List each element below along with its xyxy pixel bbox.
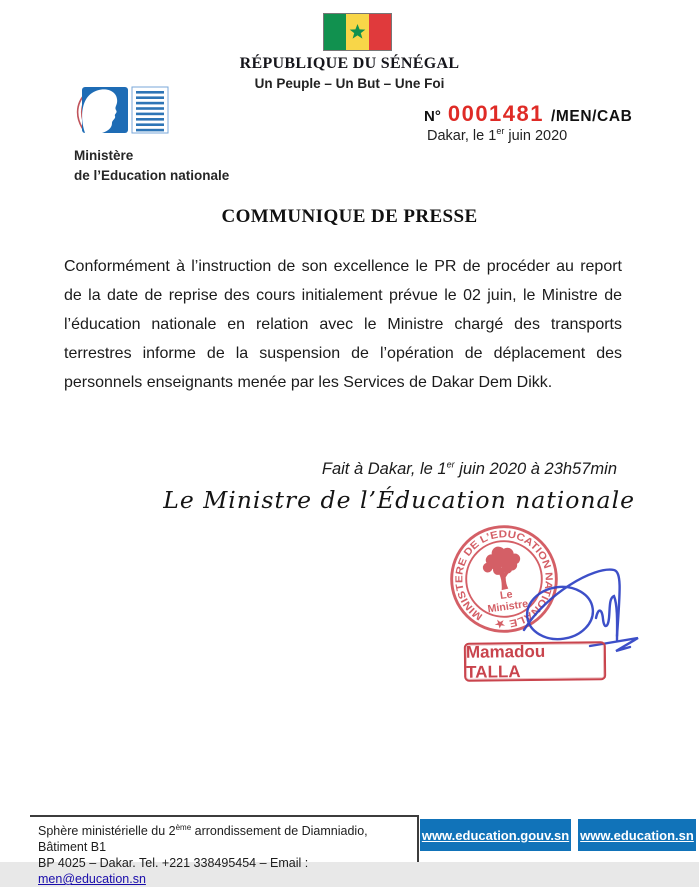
address-text-rest: arrondissement de Diamniadio, Bâtiment B1 <box>38 824 368 855</box>
date-text: Dakar, le 1 <box>427 128 497 144</box>
footer-address <box>30 815 419 887</box>
email-link[interactable]: men@education.sn <box>38 872 146 887</box>
national-motto: Un Peuple – Un But – Une Foi <box>254 76 445 91</box>
minister-name-stamp: Mamadou TALLA <box>464 641 606 681</box>
reference-prefix: N° <box>424 108 441 125</box>
contact-text: BP 4025 – Dakar. Tel. +221 338495454 – Email : <box>38 856 309 871</box>
republic-title: RÉPUBLIQUE DU SÉNÉGAL <box>239 55 460 72</box>
document-date <box>427 128 567 144</box>
website-link-education[interactable]: www.education.sn <box>578 819 696 851</box>
done-at-text-rest: juin 2020 à 23h57min <box>454 460 617 478</box>
ministry-name <box>74 146 229 185</box>
stamp-circle-text: MINISTERE DE L’EDUCATION NATIONALE ★ <box>454 529 554 629</box>
done-at-ordinal: er <box>446 459 455 470</box>
reference-suffix: /MEN/CAB <box>551 108 633 125</box>
page-title: COMMUNIQUE DE PRESSE <box>221 206 478 227</box>
website-link-gouv[interactable]: www.education.gouv.sn <box>420 819 571 851</box>
reference-number: 0001481 <box>447 101 544 126</box>
senegal-flag-icon <box>323 13 392 51</box>
ministry-name-line2: de l’Education nationale <box>74 167 230 183</box>
address-ordinal: ème <box>175 823 192 832</box>
date-text-rest: juin 2020 <box>504 128 568 144</box>
done-at-line <box>322 460 617 479</box>
body-paragraph: Conformément à l’instruction de son excellence le PR de procéder au report de la date de reprise des cours initialement prévue le 02 juin, le Ministre de l’éducation nationale en relation avec le Ministre chargé des transports terrestres informe de la suspension de l’opération de déplacement des personnels enseignants menée par les Services de Dakar Dem Dikk. <box>64 258 622 391</box>
done-at-text: Fait à Dakar, le 1 <box>321 460 447 478</box>
signatory-title: Le Ministre de l’Éducation nationale <box>163 486 635 514</box>
footer-address-line2 <box>38 855 417 887</box>
reference-line <box>424 101 632 127</box>
footer-address-line1 <box>38 820 417 855</box>
ministry-logo-icon <box>70 86 168 136</box>
stamp-center-line2: Ministre <box>486 597 529 616</box>
ministry-name-line1: Ministère <box>74 148 134 163</box>
address-text: Sphère ministérielle du 2 <box>38 824 176 839</box>
stamp-center-line1: Le <box>499 588 514 603</box>
date-ordinal: er <box>496 126 505 137</box>
